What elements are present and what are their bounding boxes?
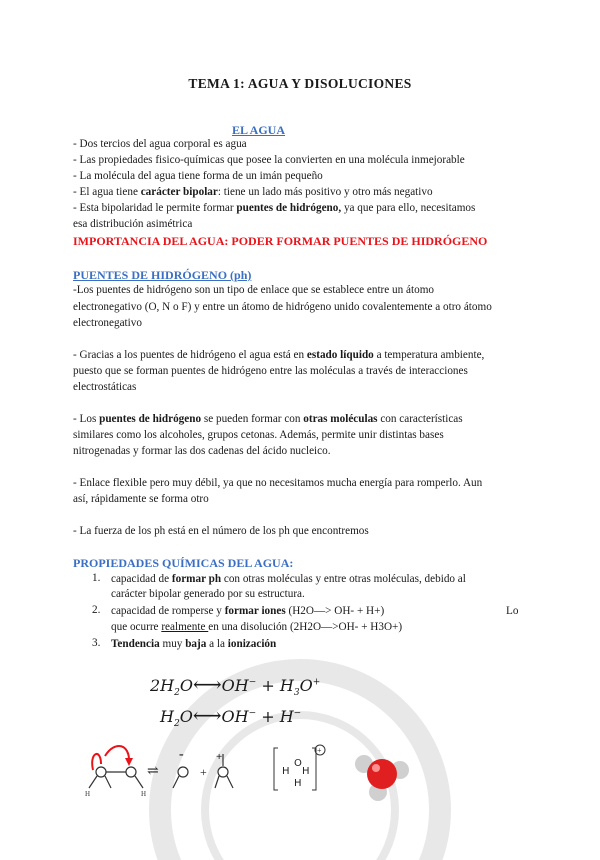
- item-2-tail: Lo: [506, 605, 519, 617]
- hydronium-lewis-structure: [272, 742, 332, 797]
- gracias-line: - Gracias a los puentes de hidrógeno el agua está en estado líquido a temperatura ambiente,: [73, 349, 485, 361]
- gracias-line: puesto que se forman puentes de hidrógeno entre las moléculas a través de interacciones: [73, 365, 468, 377]
- bullet-line: - La molécula del agua tiene forma de un imán pequeño: [73, 170, 323, 182]
- item-1-line: capacidad de formar ph con otras moléculas y entre otras moléculas, debido al: [111, 573, 466, 585]
- item-1-line2: carácter bipolar generado por su estructura.: [111, 588, 305, 600]
- item-number: 1.: [92, 572, 101, 584]
- svg-text:⇌: ⇌: [147, 764, 159, 779]
- svg-text:H: H: [302, 766, 310, 777]
- svg-text:+: +: [200, 765, 207, 779]
- item-3-line: Tendencia muy baja a la ionización: [111, 638, 277, 650]
- bullet-bipolaridad-cont: esa distribución asimétrica: [73, 218, 193, 230]
- svg-text:+: +: [216, 751, 223, 763]
- svg-text:H: H: [282, 766, 290, 777]
- page-title: TEMA 1: AGUA Y DISOLUCIONES: [188, 76, 412, 91]
- puentes-def-line: electronegativo: [73, 317, 142, 329]
- los-line: nitrogenadas y formar las dos cadenas del ácido nucleico.: [73, 445, 331, 457]
- equation-2: $H_2O⟷OH^- + H^-$: [160, 703, 302, 730]
- item-number: 2.: [92, 604, 101, 616]
- los-line: - Los puentes de hidrógeno se pueden formar con otras moléculas con características: [73, 413, 463, 425]
- svg-text:O: O: [294, 758, 302, 769]
- svg-text:+: +: [317, 746, 322, 755]
- gracias-line: electrostáticas: [73, 381, 137, 393]
- svg-text:H: H: [294, 778, 302, 789]
- fuerza-line: - La fuerza de los ph está en el número de los ph que encontremos: [73, 525, 369, 537]
- puentes-def-line: electronegativo (O, N o F) y entre un átomo de hidrógeno unido covalentemente a otro átomo: [73, 301, 492, 313]
- puentes-def-line: -Los puentes de hidrógeno son un tipo de enlace que se establece entre un átomo: [73, 284, 434, 296]
- bullet-line: - Dos tercios del agua corporal es agua: [73, 138, 247, 150]
- enlace-line: - Enlace flexible pero muy débil, ya que no necesitamos mucha energía para romperlo. Aun: [73, 477, 483, 489]
- svg-text:H: H: [141, 790, 147, 798]
- item-number: 3.: [92, 637, 101, 649]
- section-propiedades: PROPIEDADES QUÍMICAS DEL AGUA:: [73, 556, 294, 570]
- ionization-mechanism-figure: [75, 740, 265, 805]
- section-puentes[interactable]: PUENTES DE HIDRÓGENO (ph): [73, 268, 252, 282]
- svg-text:H: H: [85, 790, 91, 798]
- water-3d-molecule: [352, 752, 412, 802]
- section-el-agua[interactable]: EL AGUA: [232, 123, 286, 137]
- enlace-line: así, rápidamente se forma otro: [73, 493, 209, 505]
- bullet-bipolar: - El agua tiene carácter bipolar: tiene un lado más positivo y otro más negativo: [73, 186, 433, 198]
- importancia-heading: IMPORTANCIA DEL AGUA: PODER FORMAR PUENTES DE HIDRÓGENO: [73, 234, 488, 248]
- equation-1: $2H_2O⟷OH^- + H_3O^+$: [150, 672, 321, 699]
- svg-text:-: -: [179, 747, 184, 762]
- bullet-line: - Las propiedades fisico-químicas que posee la convierten en una molécula inmejorable: [73, 154, 465, 166]
- los-line: similares como los alcoholes, grupos cetonas. Además, permite unir distintas bases: [73, 429, 444, 441]
- item-2-line: capacidad de romperse y formar iones (H2O—> OH- + H+): [111, 605, 385, 617]
- bullet-bipolaridad: - Esta bipolaridad le permite formar puentes de hidrógeno, ya que para ello, necesitamos: [73, 202, 476, 214]
- item-2-line2: que ocurre realmente en una disolución (2H2O—>OH- + H3O+): [111, 621, 403, 633]
